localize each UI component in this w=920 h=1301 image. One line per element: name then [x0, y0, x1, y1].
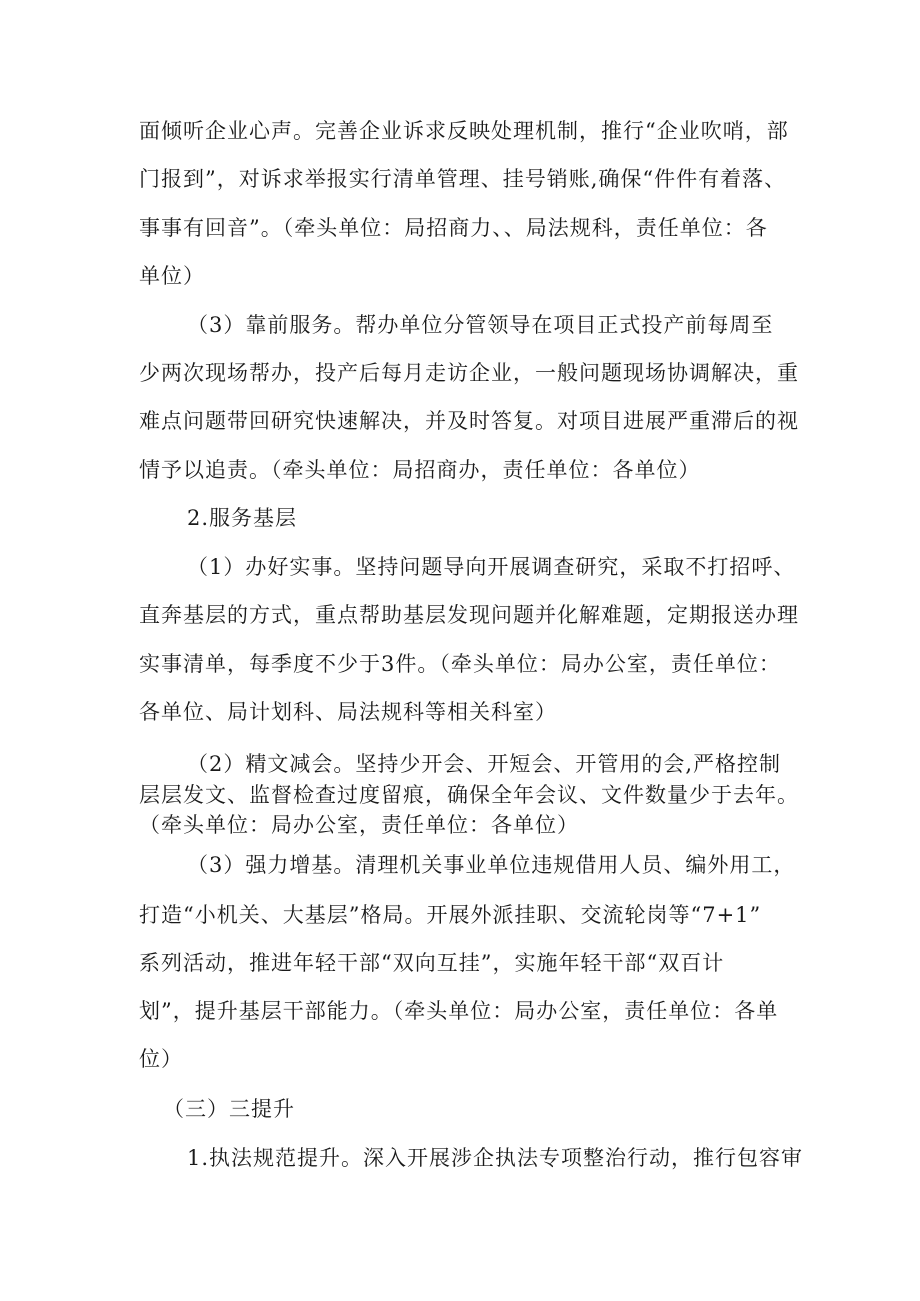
paragraph-line: （3）靠前服务。帮办单位分管领导在项目正式投产前每周至 — [187, 313, 774, 337]
section-heading: （三）三提升 — [163, 1097, 295, 1121]
paragraph-line: （3）强力增基。清理机关事业单位违规借用人员、编外用工， — [187, 853, 796, 877]
paragraph-line: （牵头单位：局办公室，责任单位：各单位） — [139, 813, 579, 837]
paragraph-line: 1.执法规范提升。深入开展涉企执法专项整治行动，推行包容审 — [187, 1146, 804, 1170]
paragraph-line: 难点问题带回研究快速解决，并及时答复。对项目进展严重滞后的视 — [139, 409, 799, 433]
paragraph-line: 直奔基层的方式，重点帮助基层发现问题并化解难题，定期报送办理 — [139, 603, 799, 627]
paragraph-line: 位） — [139, 1047, 183, 1071]
paragraph-line: （1）办好实事。坚持问题导向开展调查研究，采取不打招呼、 — [187, 555, 796, 579]
paragraph-line: 系列活动，推进年轻干部“双向互挂”，实施年轻干部“双百计 — [139, 951, 725, 975]
paragraph-line: 情予以追责。（牵头单位：局招商办，责任单位：各单位） — [139, 458, 701, 482]
paragraph-line: 划”，提升基层干部能力。（牵头单位：局办公室，责任单位：各单 — [139, 999, 779, 1023]
paragraph-line: 实事清单，每季度不少于3件。（牵头单位：局办公室，责任单位： — [139, 652, 781, 676]
paragraph-line: 打造“小机关、大基层”格局。开展外派挂职、交流轮岗等“7+1” — [139, 903, 762, 927]
paragraph-line: 事事有回音”。（牵头单位：局招商力、、局法规科，责任单位：各 — [139, 216, 768, 240]
paragraph-line: 层层发文、监督检查过度留痕，确保全年会议、文件数量少于去年。 — [139, 783, 799, 807]
paragraph-line: 各单位、局计划科、局法规科等相关科室） — [139, 700, 557, 724]
paragraph-line: 少两次现场帮办，投产后每月走访企业，一般问题现场协调解决，重 — [139, 361, 799, 385]
paragraph-line: 面倾听企业心声。完善企业诉求反映处理机制，推行“企业吹哨，部 — [139, 119, 789, 143]
paragraph-line: （2）精文减会。坚持少开会、开短会、开管用的会,严格控制 — [187, 752, 782, 776]
paragraph-line: 门报到”，对诉求举报实行清单管理、挂号销账,确保“件件有着落、 — [139, 167, 787, 191]
section-heading: 2.服务基层 — [187, 506, 298, 530]
paragraph-line: 单位） — [139, 264, 205, 288]
